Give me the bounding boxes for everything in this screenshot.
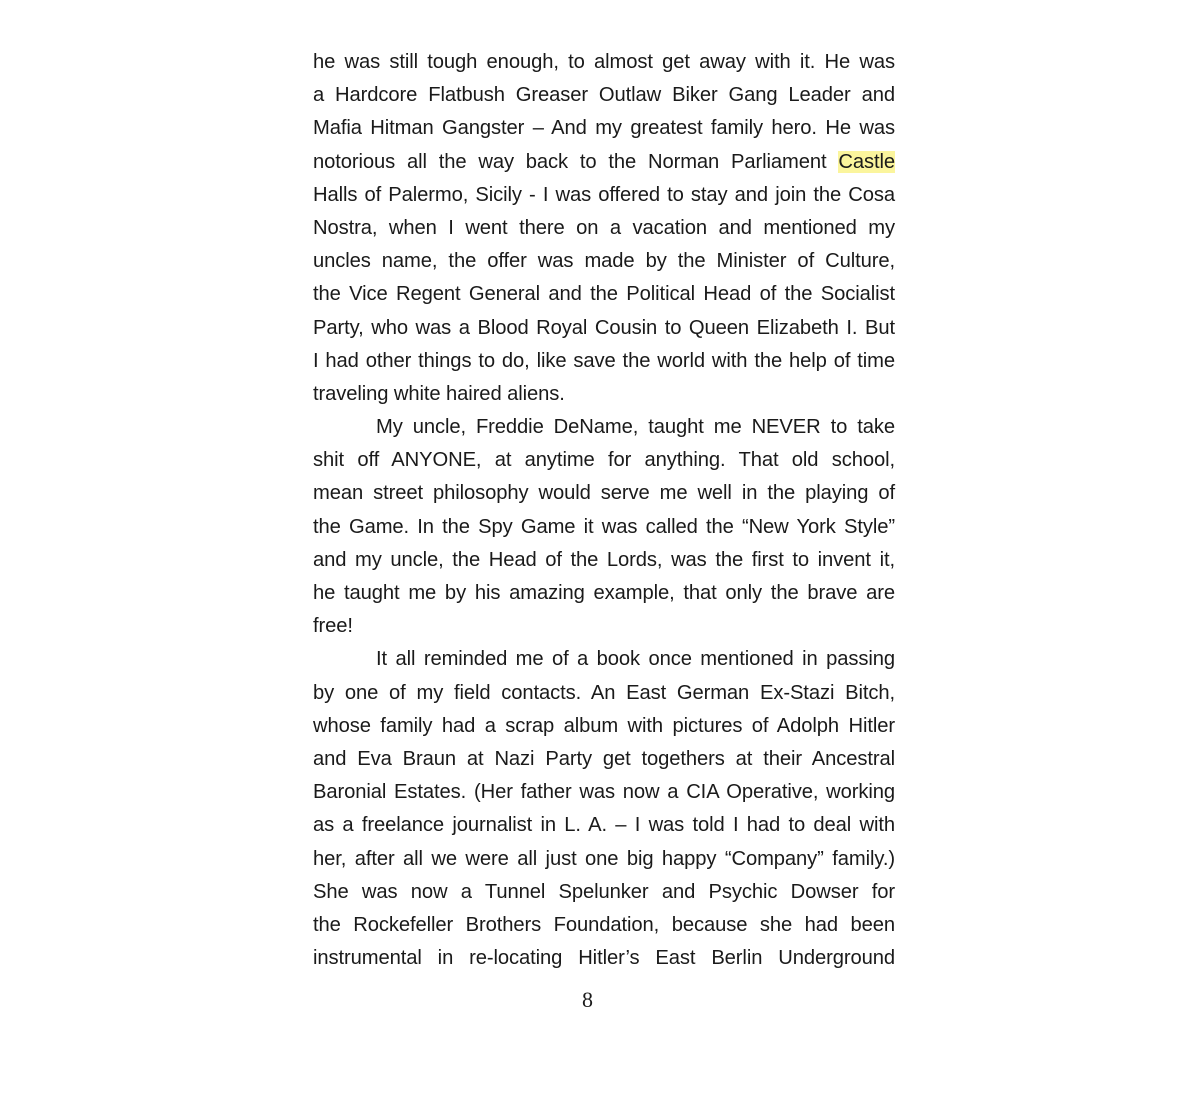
text-line: instrumental in re-locating Hitler’s East Berlin Underground: [313, 947, 895, 970]
paragraph-3: [313, 643, 895, 975]
text-line: I had other things to do, like save the world with the help of time: [313, 349, 895, 372]
text-line: and Eva Braun at Nazi Party get togethers at their Ancestral: [313, 747, 895, 770]
text-line: her, after all we were all just one big happy “Company” family.): [313, 847, 895, 870]
text-line-with-highlight: notorious all the way back to the Norman Parliament Castle: [313, 150, 895, 173]
paragraph-2: [313, 411, 895, 643]
text-line: whose family had a scrap album with pictures of Adolph Hitler: [313, 714, 895, 737]
highlighted-word: Castle: [838, 150, 895, 173]
text-line: as a freelance journalist in L. A. – I was told I had to deal with: [313, 814, 895, 837]
text-line: She was now a Tunnel Spelunker and Psychic Dowser for: [313, 880, 895, 903]
text-line: he was still tough enough, to almost get away with it. He was: [313, 51, 895, 73]
text-line: the Game. In the Spy Game it was called the “New York Style”: [313, 515, 895, 538]
body-text: [313, 46, 895, 975]
text-line: the Vice Regent General and the Political Head of the Socialist: [313, 283, 895, 306]
paragraph-1: [313, 46, 895, 411]
text-line: uncles name, the offer was made by the Minister of Culture,: [313, 250, 895, 273]
text-line: shit off ANYONE, at anytime for anything. That old school,: [313, 449, 895, 472]
text-line: Halls of Palermo, Sicily - I was offered to stay and join the Cosa: [313, 183, 895, 206]
text-line: Nostra, when I went there on a vacation and mentioned my: [313, 216, 895, 239]
text-line: Baronial Estates. (Her father was now a CIA Operative, working: [313, 781, 895, 804]
text-line: traveling white haired aliens.: [313, 382, 565, 405]
text-line: mean street philosophy would serve me well in the playing of: [313, 482, 895, 505]
page-number: 8: [582, 987, 593, 1012]
text-line: by one of my field contacts. An East German Ex-Stazi Bitch,: [313, 681, 895, 704]
text-line: the Rockefeller Brothers Foundation, because she had been: [313, 913, 895, 936]
text-line: free!: [313, 615, 353, 638]
text-line: My uncle, Freddie DeName, taught me NEVER to take: [376, 416, 895, 439]
text-line: It all reminded me of a book once mentioned in passing: [376, 648, 895, 671]
text-line: Mafia Hitman Gangster – And my greatest family hero. He was: [313, 117, 895, 140]
text-line: a Hardcore Flatbush Greaser Outlaw Biker Gang Leader and: [313, 84, 895, 107]
text-line: and my uncle, the Head of the Lords, was the first to invent it,: [313, 548, 895, 571]
text-line: he taught me by his amazing example, that only the brave are: [313, 582, 895, 604]
text-line: Party, who was a Blood Royal Cousin to Queen Elizabeth I. But: [313, 316, 895, 339]
